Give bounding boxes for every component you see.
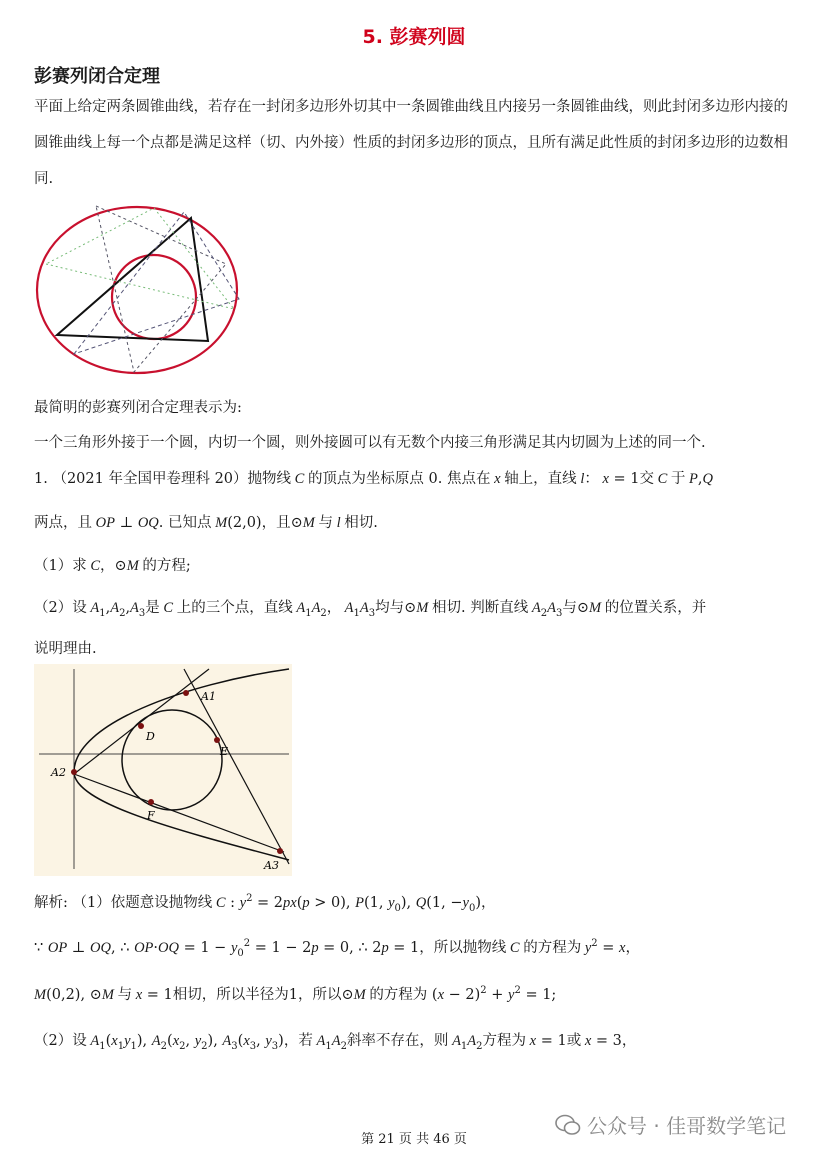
simple-statement: 一个三角形外接于一个圆，内切一个圆，则外接圆可以有无数个内接三角形满足其内切圆为上述的同一个. — [34, 435, 706, 451]
question-2: （2）设 $A_1,A_2,A_3$是 C 上的三个点，直线 $A_1A_2$， $A_1A_3$均与⊙M 相切. 判断直线 $A_2A_3$与⊙M 的位置关系，并 — [34, 600, 707, 619]
wechat-icon — [555, 1114, 581, 1136]
label-f: F — [147, 809, 155, 822]
solid-triangle — [57, 218, 208, 341]
problem-line-1: 1. （2021 年全国甲卷理科 20）抛物线 C 的顶点为坐标原点 0. 焦点在 x 轴上，直线 l： x = 1交 C 于 P,Q — [34, 471, 713, 487]
question-1: （1）求 C，⊙M 的方程; — [34, 558, 191, 574]
poncelet-figure — [34, 204, 242, 376]
label-d: D — [146, 730, 155, 743]
theorem-heading: 彭赛列闭合定理 — [34, 66, 160, 87]
parabola-figure — [34, 664, 292, 876]
question-2-cont: 说明理由. — [34, 641, 97, 657]
solution-line-2: ∵ OP ⊥ OQ, ∴ $OP\cdot OQ = 1 - y_0^2 = 1 - 2p = 0$, ∴ 2p = 1，所以抛物线 C 的方程为 $y^2 = x$， — [34, 938, 640, 959]
point-d — [138, 723, 144, 729]
solution-line-3: M(0,2), ⊙M 与 x = 1相切，所以半径为1，所以⊙M 的方程为 $(x - 2)^2 + y^2 = 1$; — [34, 985, 557, 1003]
page-footer: 第 21 页 共 46 页 — [361, 1132, 467, 1147]
label-a2: A2 — [51, 766, 66, 779]
simple-intro: 最简明的彭赛列闭合定理表示为: — [34, 400, 242, 416]
watermark — [555, 1110, 786, 1139]
point-e — [214, 737, 220, 743]
watermark-text: 公众号 · 佳哥数学笔记 — [587, 1114, 787, 1138]
theorem-paragraph: 平面上给定两条圆锥曲线，若存在一封闭多边形外切其中一条圆锥曲线且内接另一条圆锥曲线，则此封闭多边形内接的圆锥曲线上每一个点都是满足这样（切、内外接）性质的封闭多边形的顶点，且所有满足此性质的封闭多边形的边数相同. — [34, 99, 788, 187]
solution-line-1: 解析: （1）依题意设抛物线 C : $y^2 = 2px(p > 0)$, P(1, $y_0$), Q(1, $-y_0$)， — [34, 893, 496, 914]
point-a1 — [183, 690, 189, 696]
label-a3: A3 — [264, 859, 279, 872]
label-a1: A1 — [201, 690, 216, 703]
problem-line-2: 两点，且 OP ⊥ OQ. 已知点 M(2,0)，且⊙M 与 l 相切. — [34, 515, 378, 531]
outer-circle — [37, 207, 237, 373]
point-a3 — [277, 848, 283, 854]
section-title: 5. 彭赛列圆 — [362, 26, 466, 48]
point-f — [148, 799, 154, 805]
label-e: E — [220, 745, 229, 758]
point-a2 — [71, 769, 77, 775]
solution-line-4: （2）设 $A_1(x_1y_1)$, $A_2(x_2$, $y_2$), $A_3(x_3$, $y_3$)，若 $A_1A_2$斜率不存在，则 $A_1A_2$方程为 x = 1或 x = 3， — [34, 1033, 637, 1052]
